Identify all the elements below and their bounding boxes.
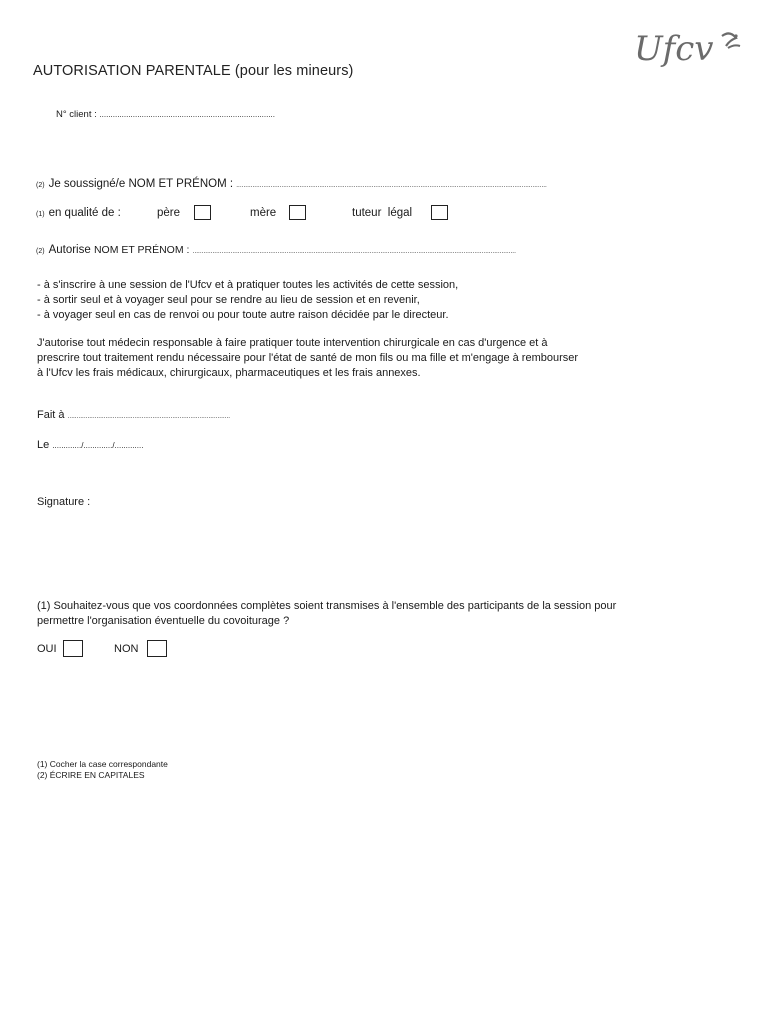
soussigne-note: (2) (36, 182, 45, 189)
list-item: - à voyager seul en cas de renvoi ou pour toute autre raison décidée par le directeur. (37, 309, 449, 321)
medical-authorization (37, 336, 578, 381)
footnote: (1) Cocher la case correspondante (37, 759, 168, 769)
signature-area[interactable] (37, 515, 637, 585)
list-item: - à s'inscrire à une session de l'Ufcv et à pratiquer toutes les activités de cette session, (37, 279, 459, 291)
authorization-list (37, 278, 458, 323)
checkbox-mere[interactable] (289, 205, 306, 220)
option-pere-label: père (157, 207, 181, 219)
autorise-dots: ................................................................................................................................................................................... (192, 248, 516, 255)
paragraph-line: prescrire tout traitement rendu nécessaire pour l'état de santé de mon fils ou ma fille et m'engage à rembourser (37, 352, 579, 364)
fait-a-label: Fait à (37, 409, 65, 421)
autorise-field[interactable] (36, 244, 516, 256)
fait-a-dots: .......................................................................................... (67, 413, 231, 420)
qualite-label: en qualité de : (48, 207, 121, 219)
date-label: Le (37, 439, 50, 451)
ufcv-logo (632, 26, 744, 70)
client-dots: ............................................................................... (99, 110, 275, 119)
non-label: NON (114, 643, 139, 655)
date-value: ............./............./............. (52, 441, 144, 450)
soussigne-field[interactable] (36, 178, 547, 190)
autorise-label-2: NOM ET PRÉNOM : (93, 244, 190, 256)
qualite-note: (1) (36, 211, 45, 218)
logo-text: Ufcv (634, 29, 714, 69)
question-line: (1) Souhaitez-vous que vos coordonnées complètes soient transmises à l'ensemble des participants de la session pour (37, 600, 617, 612)
footnotes (37, 759, 168, 781)
question-line: permettre l'organisation éventuelle du covoiturage ? (37, 615, 290, 627)
page-title: AUTORISATION PARENTALE (pour les mineurs) (33, 63, 354, 79)
footnote: (2) ÉCRIRE EN CAPITALES (37, 770, 145, 780)
paragraph-line: J'autorise tout médecin responsable à faire pratiquer toute intervention chirurgicale en cas d'urgence et à (37, 337, 548, 349)
client-number-field[interactable] (56, 109, 275, 120)
carpool-question (37, 599, 616, 629)
autorise-note: (2) (36, 248, 45, 255)
soussigne-label: Je soussigné/e NOM ET PRÉNOM : (48, 178, 234, 190)
checkbox-oui[interactable] (63, 640, 83, 657)
date-field[interactable] (37, 439, 143, 451)
option-tuteur-label: tuteur légal (352, 207, 413, 219)
qualite-label-row (36, 207, 121, 219)
ufcv-logo-icon (632, 26, 744, 70)
oui-label: OUI (37, 643, 57, 655)
checkbox-tuteur[interactable] (431, 205, 448, 220)
checkbox-non[interactable] (147, 640, 167, 657)
client-label: N° client : (56, 109, 97, 120)
autorise-label: Autorise (48, 244, 91, 256)
signature-label: Signature : (37, 496, 91, 508)
option-mere-label: mère (250, 207, 277, 219)
checkbox-pere[interactable] (194, 205, 211, 220)
soussigne-dots: ............................................................................................................................................................................ (236, 182, 547, 189)
fait-a-field[interactable] (37, 409, 230, 421)
list-item: - à sortir seul et à voyager seul pour se rendre au lieu de session et en revenir, (37, 294, 420, 306)
paragraph-line: à l'Ufcv les frais médicaux, chirurgicaux, pharmaceutiques et les frais annexes. (37, 367, 421, 379)
